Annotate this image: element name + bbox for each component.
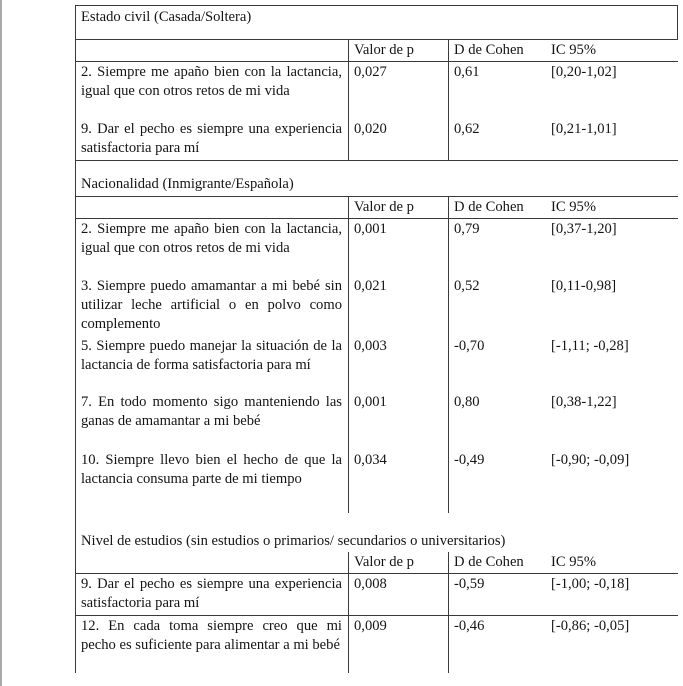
section-title-row-nacionalidad [76, 161, 678, 197]
cell-ci: [-0,86; -0,05] [551, 618, 630, 634]
header-d-de-cohen: D de Cohen [448, 40, 546, 61]
cell-ci: [-1,11; -0,28] [551, 338, 629, 354]
header-valor-de-p: Valor de p [348, 197, 448, 218]
cell-cohen-d: -0,46 [448, 616, 546, 673]
header-statement-empty [76, 40, 348, 61]
cell-p-value: 0,003 [348, 336, 448, 392]
cell-statement: 9. Dar el pecho es siempre una experiencia satisfactoria para mí [81, 121, 342, 156]
cell-cohen-d: 0,62 [448, 119, 546, 160]
cell-p-value: 0,001 [348, 392, 448, 450]
table-row [76, 62, 678, 119]
header-d-de-cohen: D de Cohen [448, 197, 546, 218]
cell-ci: [0,21-1,01] [551, 121, 617, 137]
header-row [76, 552, 678, 574]
cell-p-value: 0,020 [348, 119, 448, 160]
cell-p-value: 0,034 [348, 450, 448, 513]
section-title: Nacionalidad (Inmigrante/Española) [81, 176, 294, 192]
cell-cohen-d: -0,59 [448, 574, 546, 615]
section-title: Estado civil (Casada/Soltera) [81, 9, 252, 25]
table-row [76, 574, 678, 616]
header-d-de-cohen: D de Cohen [448, 552, 546, 573]
cell-ci: [-0,90; -0,09] [551, 452, 630, 468]
cell-p-value: 0,021 [348, 276, 448, 336]
table-row [76, 119, 678, 161]
cell-cohen-d: 0,79 [448, 219, 546, 276]
header-ic-95: IC 95% [551, 42, 596, 58]
cell-p-value: 0,001 [348, 219, 448, 276]
cell-ci: [0,11-0,98] [551, 278, 617, 294]
cell-cohen-d: -0,49 [448, 450, 546, 513]
cell-p-value: 0,009 [348, 616, 448, 673]
cell-statement: 2. Siempre me apaño bien con la lactancia, igual que con otros retos de mi vida [81, 64, 342, 99]
cell-ci: [-1,00; -0,18] [551, 576, 630, 592]
table-row [76, 336, 678, 392]
section-title-row-estado-civil [76, 6, 678, 40]
header-ic-95: IC 95% [551, 199, 596, 215]
section-title: Nivel de estudios (sin estudios o primarios/ secundarios o universitarios) [81, 533, 506, 549]
header-valor-de-p: Valor de p [348, 552, 448, 573]
cell-cohen-d: -0,70 [448, 336, 546, 392]
header-row [76, 40, 678, 62]
header-row [76, 197, 678, 219]
table-row [76, 219, 678, 276]
cell-cohen-d: 0,80 [448, 392, 546, 450]
header-ic-95: IC 95% [551, 554, 596, 570]
section-title-row-nivel-estudios [76, 513, 678, 552]
cell-statement: 3. Siempre puedo amamantar a mi bebé sin utilizar leche artificial o en polvo como complemento [81, 278, 342, 332]
table-row [76, 392, 678, 450]
cell-ci: [0,20-1,02] [551, 64, 617, 80]
cell-cohen-d: 0,61 [448, 62, 546, 119]
header-statement-empty [76, 197, 348, 218]
cell-statement: 9. Dar el pecho es siempre una experiencia satisfactoria para mí [81, 576, 342, 611]
statistics-table [75, 5, 678, 673]
cell-statement: 10. Siempre llevo bien el hecho de que la lactancia consuma parte de mi tiempo [81, 452, 342, 487]
cell-p-value: 0,027 [348, 62, 448, 119]
cell-ci: [0,37-1,20] [551, 221, 617, 237]
cell-statement: 5. Siempre puedo manejar la situación de la lactancia de forma satisfactoria para mí [81, 338, 342, 373]
table-row [76, 276, 678, 336]
table-row [76, 616, 678, 673]
cell-statement: 2. Siempre me apaño bien con la lactancia, igual que con otros retos de mi vida [81, 221, 342, 256]
header-statement-empty [76, 552, 348, 573]
header-valor-de-p: Valor de p [348, 40, 448, 61]
cell-p-value: 0,008 [348, 574, 448, 615]
cell-statement: 7. En todo momento sigo manteniendo las ganas de amamantar a mi bebé [81, 394, 342, 429]
cell-statement: 12. En cada toma siempre creo que mi pecho es suficiente para alimentar a mi bebé [81, 618, 342, 653]
cell-ci: [0,38-1,22] [551, 394, 617, 410]
cell-cohen-d: 0,52 [448, 276, 546, 336]
table-row [76, 450, 678, 513]
page-scan-edge [0, 0, 2, 686]
